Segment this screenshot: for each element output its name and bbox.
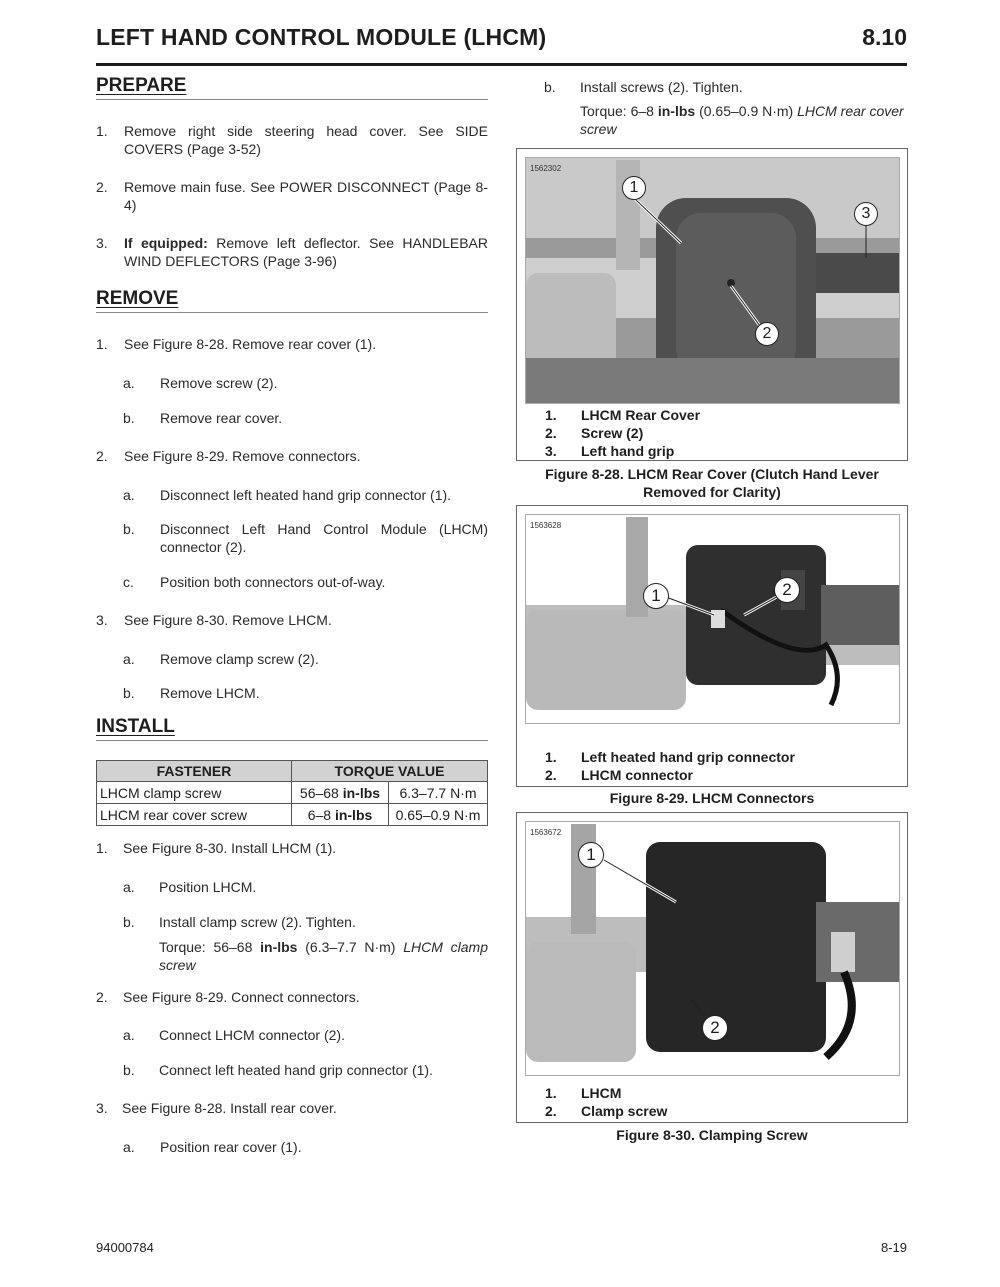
legend-text: Clamp screw — [581, 1103, 668, 1119]
step-number: 3. — [96, 612, 108, 628]
install-heading: INSTALL — [96, 716, 488, 741]
torque-fastener: LHCM clamp screw — [159, 939, 489, 973]
prepare-step-3 — [96, 234, 488, 270]
callout-2: 2 — [755, 322, 779, 346]
legend-number: 1. — [545, 407, 557, 423]
substep-text: Disconnect Left Hand Control Module (LHCM) connector (2). — [160, 521, 488, 555]
install-step-2 — [96, 988, 488, 1006]
column-header: FASTENER — [97, 761, 292, 782]
step-text: See Figure 8-30. Install LHCM (1). — [123, 840, 337, 856]
fastener-name: LHCM clamp screw — [97, 782, 292, 804]
torque-text — [580, 102, 908, 138]
substep-text: Position LHCM. — [159, 879, 257, 895]
legend-item — [545, 442, 700, 460]
legend-text: LHCM — [581, 1085, 622, 1101]
figure-8-28 — [516, 148, 908, 461]
remove-step-2 — [96, 447, 488, 465]
step-number: 1. — [96, 123, 108, 139]
legend-item — [545, 766, 795, 784]
remove-substep-3b — [123, 684, 488, 702]
step-text — [124, 234, 488, 270]
remove-substep-3a — [123, 650, 488, 668]
substep-text: Position rear cover (1). — [160, 1139, 302, 1155]
legend-number: 1. — [545, 749, 557, 765]
remove-substep-1a — [123, 374, 488, 392]
figure-legend — [545, 1084, 667, 1120]
remove-step-3 — [96, 611, 488, 629]
prepare-heading: PREPARE — [96, 75, 488, 100]
callout-2: 2 — [774, 577, 800, 603]
legend-item — [545, 1102, 667, 1120]
table-row — [97, 804, 488, 826]
torque-value: 6–8 — [307, 806, 332, 823]
figure-code: 1562302 — [530, 164, 562, 173]
step-text: Remove right side steering head cover. See SIDE COVERS (Page 3-52) — [124, 123, 488, 157]
callout-overlay — [526, 158, 900, 404]
install-substep-1a — [123, 878, 488, 896]
legend-number: 2. — [545, 425, 557, 441]
substep-letter: a. — [123, 1027, 135, 1043]
step-text: See Figure 8-28. Remove rear cover (1). — [124, 336, 377, 352]
section-number: 8.10 — [862, 24, 907, 50]
step-text: See Figure 8-30. Remove LHCM. — [124, 612, 332, 628]
substep-letter: a. — [123, 1139, 135, 1155]
legend-number: 2. — [545, 1103, 557, 1119]
torque-imperial — [292, 804, 389, 826]
legend-text: Screw (2) — [581, 425, 644, 441]
torque-prefix: Torque: 6–8 — [580, 103, 658, 119]
legend-item — [545, 1084, 667, 1102]
figure-8-28-caption: Figure 8-28. LHCM Rear Cover (Clutch Hand Lever Removed for Clarity) — [545, 466, 879, 500]
step-text: Remove main fuse. See POWER DISCONNECT (Page 8-4) — [124, 179, 488, 213]
torque-imperial — [292, 782, 389, 804]
figure-code: 1563672 — [530, 828, 562, 837]
substep-text: Remove clamp screw (2). — [160, 651, 319, 667]
substep-letter: b. — [123, 521, 135, 537]
callout-overlay — [526, 515, 900, 724]
callout-2: 2 — [702, 1015, 728, 1041]
torque-value: 56–68 — [299, 784, 339, 801]
torque-spec-rear-cover — [580, 102, 908, 138]
legend-item — [545, 406, 700, 424]
substep-text: Install clamp screw (2). Tighten. — [159, 914, 356, 930]
if-equipped-label: If equipped: — [124, 235, 208, 251]
torque-table — [96, 760, 488, 826]
remove-substep-2c — [123, 573, 488, 591]
figure-photo — [525, 821, 900, 1076]
legend-item — [545, 424, 700, 442]
substep-letter: b. — [544, 79, 556, 95]
torque-unit: in-lbs — [342, 784, 381, 801]
install-substep-3a — [123, 1138, 488, 1156]
torque-text — [159, 938, 488, 974]
figure-legend — [545, 748, 795, 784]
substep-text: Disconnect left heated hand grip connector (1). — [160, 487, 452, 503]
step-number: 2. — [96, 989, 108, 1005]
fastener-name: LHCM rear cover screw — [97, 804, 292, 826]
torque-fastener: LHCM rear cover screw — [580, 103, 904, 137]
page-number: 8-19 — [880, 1240, 907, 1255]
torque-metric: 0.65–0.9 N·m — [389, 804, 488, 826]
substep-letter: b. — [123, 410, 135, 426]
step-text: See Figure 8-29. Remove connectors. — [124, 448, 361, 464]
step-number: 2. — [96, 448, 108, 464]
install-substep-2a — [123, 1026, 488, 1044]
install-substep-3b — [544, 78, 908, 96]
legend-number: 3. — [545, 443, 557, 459]
step-text: See Figure 8-28. Install rear cover. — [122, 1100, 337, 1116]
install-step-3 — [96, 1099, 488, 1117]
substep-letter: b. — [123, 914, 135, 930]
document-number: 94000784 — [96, 1240, 154, 1255]
torque-unit: in-lbs — [260, 939, 298, 955]
torque-unit: in-lbs — [334, 806, 373, 823]
figure-photo — [525, 157, 900, 404]
torque-prefix: Torque: 56–68 — [159, 939, 261, 955]
figure-8-29 — [516, 505, 908, 787]
column-header: TORQUE VALUE — [292, 761, 488, 782]
torque-metric: (6.3–7.7 N·m) — [297, 939, 404, 955]
substep-text: Remove screw (2). — [160, 375, 278, 391]
prepare-step-1 — [96, 122, 488, 158]
legend-text: LHCM Rear Cover — [581, 407, 701, 423]
substep-text: Remove rear cover. — [160, 410, 283, 426]
remove-substep-1b — [123, 409, 488, 427]
figure-8-29-caption: Figure 8-29. LHCM Connectors — [609, 790, 815, 806]
legend-number: 2. — [545, 767, 557, 783]
substep-letter: a. — [123, 487, 135, 503]
callout-1: 1 — [643, 583, 669, 609]
substep-letter: b. — [123, 685, 135, 701]
substep-letter: b. — [123, 1062, 135, 1078]
remove-substep-2a — [123, 486, 488, 504]
figure-code: 1563628 — [530, 521, 562, 530]
callout-1: 1 — [578, 842, 604, 868]
step-number: 2. — [96, 179, 108, 195]
substep-text: Position both connectors out-of-way. — [160, 574, 386, 590]
substep-text: Connect LHCM connector (2). — [159, 1027, 345, 1043]
remove-step-1 — [96, 335, 488, 353]
substep-letter: c. — [123, 574, 134, 590]
substep-text: Install screws (2). Tighten. — [580, 79, 743, 95]
torque-metric: (0.65–0.9 N·m) — [695, 103, 798, 119]
step-text-rest: Remove left deflector. See HANDLEBAR WIND DEFLECTORS (Page 3-96) — [124, 235, 488, 269]
prepare-step-2 — [96, 178, 488, 214]
torque-unit: in-lbs — [657, 103, 696, 119]
substep-letter: a. — [123, 375, 135, 391]
legend-text: Left heated hand grip connector — [581, 749, 795, 765]
legend-text: Left hand grip — [581, 443, 675, 459]
step-number: 3. — [96, 235, 108, 251]
legend-text: LHCM connector — [581, 767, 693, 783]
substep-text: Remove LHCM. — [160, 685, 260, 701]
figure-photo — [525, 514, 900, 724]
install-substep-1b — [123, 913, 488, 931]
torque-spec-clamp — [159, 938, 488, 974]
table-row — [97, 782, 488, 804]
step-text: See Figure 8-29. Connect connectors. — [123, 989, 360, 1005]
figure-legend — [545, 406, 700, 460]
substep-letter: a. — [123, 651, 135, 667]
figure-8-30-caption: Figure 8-30. Clamping Screw — [616, 1127, 808, 1143]
figure-8-30 — [516, 812, 908, 1123]
callout-1: 1 — [622, 176, 646, 200]
step-number: 1. — [96, 840, 108, 856]
install-step-1 — [96, 839, 488, 857]
page-title: LEFT HAND CONTROL MODULE (LHCM) — [96, 24, 547, 50]
substep-text: Connect left heated hand grip connector (1). — [159, 1062, 433, 1078]
header-rule — [96, 63, 907, 66]
remove-heading: REMOVE — [96, 288, 488, 313]
legend-item — [545, 748, 795, 766]
step-number: 3. — [96, 1100, 108, 1116]
step-number: 1. — [96, 336, 108, 352]
remove-substep-2b — [123, 520, 488, 556]
torque-metric: 6.3–7.7 N·m — [389, 782, 488, 804]
substep-letter: a. — [123, 879, 135, 895]
callout-3: 3 — [854, 202, 878, 226]
table-header-row — [97, 761, 488, 782]
install-substep-2b — [123, 1061, 488, 1079]
legend-number: 1. — [545, 1085, 557, 1101]
